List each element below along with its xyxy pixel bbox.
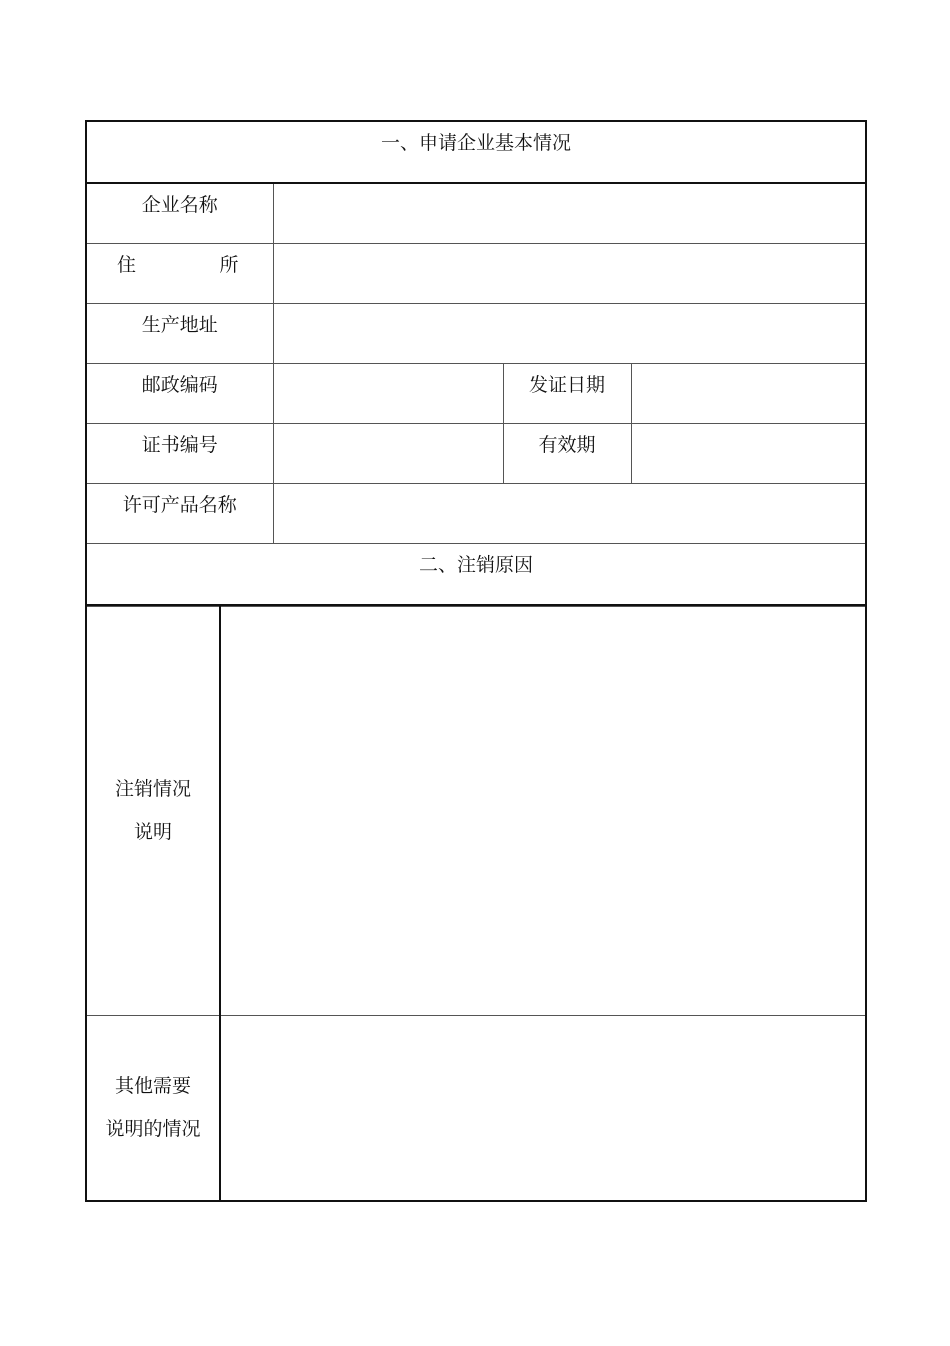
company-name-row bbox=[86, 183, 866, 244]
licensed-product-label: 许可产品名称 bbox=[122, 494, 237, 516]
cancellation-label-cell bbox=[86, 607, 220, 1016]
company-info-table bbox=[85, 120, 867, 606]
certificate-no-value[interactable] bbox=[273, 424, 503, 484]
address-value[interactable] bbox=[273, 244, 866, 304]
company-name-label-cell bbox=[86, 183, 273, 244]
cancellation-label-line2: 说明 bbox=[133, 821, 172, 843]
production-address-label-cell bbox=[86, 304, 273, 364]
certificate-no-label: 证书编号 bbox=[141, 434, 218, 456]
cancellation-application-form bbox=[85, 120, 865, 1196]
validity-label-cell bbox=[503, 424, 631, 484]
address-label-cell bbox=[86, 244, 273, 304]
other-label-line2: 说明的情况 bbox=[105, 1118, 201, 1140]
licensed-product-label-cell bbox=[86, 484, 273, 544]
validity-value[interactable] bbox=[631, 424, 866, 484]
postal-code-label-cell bbox=[86, 364, 273, 424]
licensed-product-value[interactable] bbox=[273, 484, 866, 544]
other-row bbox=[86, 1016, 866, 1202]
certificate-validity-row bbox=[86, 424, 866, 484]
other-label-cell bbox=[86, 1016, 220, 1202]
postal-code-label: 邮政编码 bbox=[141, 374, 218, 396]
section1-title: 一、申请企业基本情况 bbox=[381, 132, 572, 154]
address-label-left: 住 bbox=[117, 254, 137, 276]
certificate-no-label-cell bbox=[86, 424, 273, 484]
validity-label: 有效期 bbox=[538, 434, 596, 456]
section2-title: 二、注销原因 bbox=[419, 554, 534, 576]
postal-code-value[interactable] bbox=[273, 364, 503, 424]
issue-date-label: 发证日期 bbox=[528, 374, 605, 396]
section2-header bbox=[86, 544, 866, 606]
cancellation-description-value[interactable] bbox=[220, 607, 866, 1016]
production-address-value[interactable] bbox=[273, 304, 866, 364]
cancellation-row bbox=[86, 607, 866, 1016]
address-row bbox=[86, 244, 866, 304]
other-description-value[interactable] bbox=[220, 1016, 866, 1202]
production-address-row bbox=[86, 304, 866, 364]
section1-header-row bbox=[86, 121, 866, 183]
other-label-line1: 其他需要 bbox=[114, 1075, 191, 1097]
address-label-right: 所 bbox=[219, 254, 239, 276]
licensed-product-row bbox=[86, 484, 866, 544]
company-name-value[interactable] bbox=[273, 183, 866, 244]
section2-header-row bbox=[86, 544, 866, 606]
section1-header bbox=[86, 121, 866, 183]
issue-date-value[interactable] bbox=[631, 364, 866, 424]
production-address-label: 生产地址 bbox=[141, 314, 218, 336]
postal-issue-row bbox=[86, 364, 866, 424]
issue-date-label-cell bbox=[503, 364, 631, 424]
cancellation-label-line1: 注销情况 bbox=[114, 778, 191, 800]
company-name-label: 企业名称 bbox=[141, 194, 218, 216]
cancellation-reason-table bbox=[85, 606, 867, 1202]
